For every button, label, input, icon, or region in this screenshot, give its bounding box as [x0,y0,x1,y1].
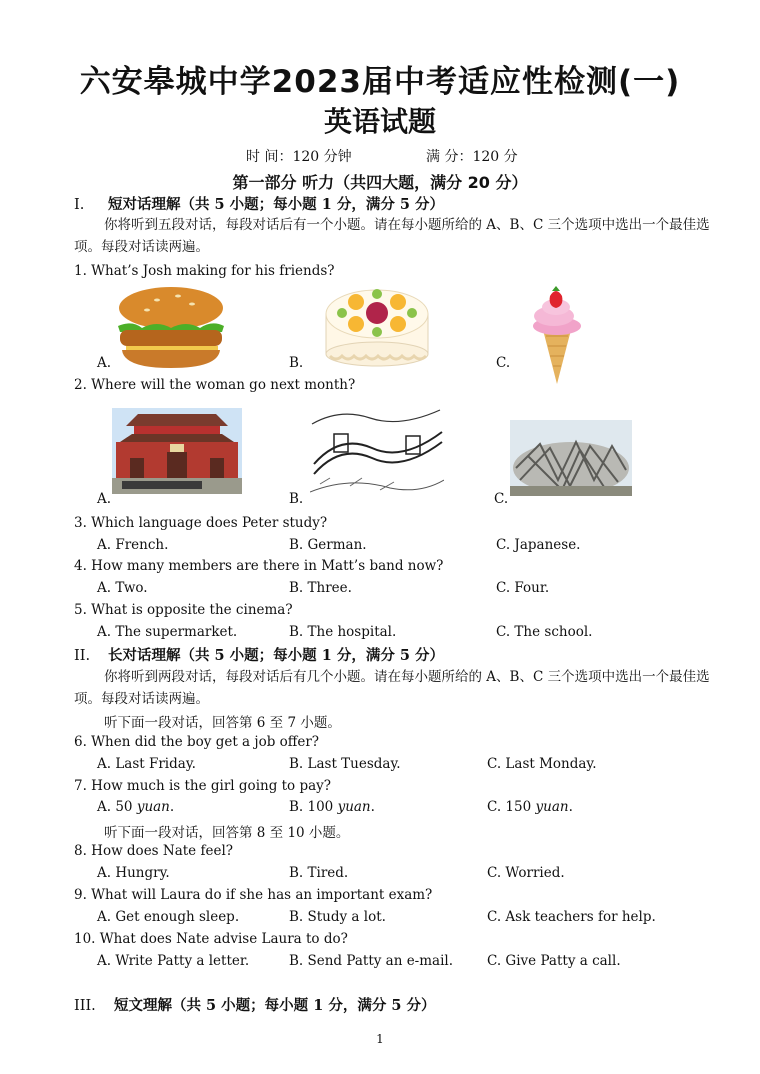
option-a: A. French. [97,537,169,553]
option-label: C. [496,355,511,371]
option-c: C. The school. [496,624,593,640]
option-label: B. [289,491,304,507]
exam-time: 时 间：120 分钟 [246,149,352,165]
option-a: A. Hungry. [97,865,170,881]
section2-number: II. [74,648,91,664]
tiananmen-icon [112,408,242,494]
option-a: A. 50 yuan. [97,799,175,815]
option-b: B. Send Patty an e-mail. [289,953,454,969]
question-stem: 3. Which language does Peter study? [74,515,328,531]
option-c: C. Give Patty a call. [487,953,621,969]
question-stem: 5. What is opposite the cinema? [74,602,293,618]
section2-instruction: 你将听到两段对话，每段对话后有几个小题。请在每小题所给的 A、B、C 三个选项中选出一个最佳选项。每段对话读两遍。 [74,669,710,707]
section2-heading [74,644,444,665]
option-label: B. [289,355,304,371]
ice-cream-icon [528,286,586,386]
question-stem: 2. Where will the woman go next month? [74,377,356,393]
hamburger-icon [112,284,230,370]
option-c: C. Ask teachers for help. [487,909,656,925]
question-stem: 1. What’s Josh making for his friends? [74,263,335,279]
option-label: A. [97,491,112,507]
question-stem: 10. What does Nate advise Laura to do? [74,931,348,947]
option-b: B. Three. [289,580,352,596]
option-a: A. The supermarket. [97,624,238,640]
option-c: C. Japanese. [496,537,581,553]
part1-heading: 第一部分 听力（共四大题，满分 20 分） [232,173,528,192]
option-c: C. 150 yuan. [487,799,573,815]
option-c: C. Four. [496,580,550,596]
page-number: 1 [376,1032,384,1046]
section3-heading [74,994,436,1015]
section3-number: III. [74,998,96,1014]
question-stem: 9. What will Laura do if she has an important exam? [74,887,433,903]
question-stem: 4. How many members are there in Matt’s band now? [74,558,444,574]
question-stem: 8. How does Nate feel? [74,843,233,859]
option-b: B. Last Tuesday. [289,756,401,772]
option-a: A. Write Patty a letter. [97,953,250,969]
exam-score: 满 分：120 分 [426,149,518,165]
option-c: C. Worried. [487,865,565,881]
exam-title: 六安皋城中学2023届中考适应性检测(一) [79,64,681,100]
section2-title: 长对话理解（共 5 小题；每小题 1 分，满分 5 分） [108,647,445,664]
option-a: A. Last Friday. [97,756,196,772]
section1-heading [74,193,444,214]
section1-instruction: 你将听到五段对话，每段对话后有一个小题。请在每小题所给的 A、B、C 三个选项中选出一个最佳选项。每段对话读两遍。 [74,217,710,255]
option-b: B. Study a lot. [289,909,386,925]
exam-subtitle: 英语试题 [323,105,436,138]
option-b: B. German. [289,537,367,553]
question-stem: 7. How much is the girl going to pay? [74,778,332,794]
option-a: A. Get enough sleep. [97,909,240,925]
option-label: A. [97,355,112,371]
listening-note: 听下面一段对话，回答第 8 至 10 小题。 [104,825,350,841]
cake-icon [318,280,436,370]
option-c: C. Last Monday. [487,756,597,772]
birds-nest-icon [510,420,632,496]
option-b: B. 100 yuan. [289,799,375,815]
listening-note: 听下面一段对话，回答第 6 至 7 小题。 [104,715,341,731]
option-a: A. Two. [97,580,148,596]
great-wall-icon [310,404,444,494]
question-stem: 6. When did the boy get a job offer? [74,734,320,750]
section1-title: 短对话理解（共 5 小题；每小题 1 分，满分 5 分） [108,196,445,213]
option-b: B. Tired. [289,865,349,881]
section3-title: 短文理解（共 5 小题；每小题 1 分，满分 5 分） [114,997,436,1014]
option-label: C. [494,491,509,507]
option-b: B. The hospital. [289,624,397,640]
section1-number: I. [74,197,85,213]
